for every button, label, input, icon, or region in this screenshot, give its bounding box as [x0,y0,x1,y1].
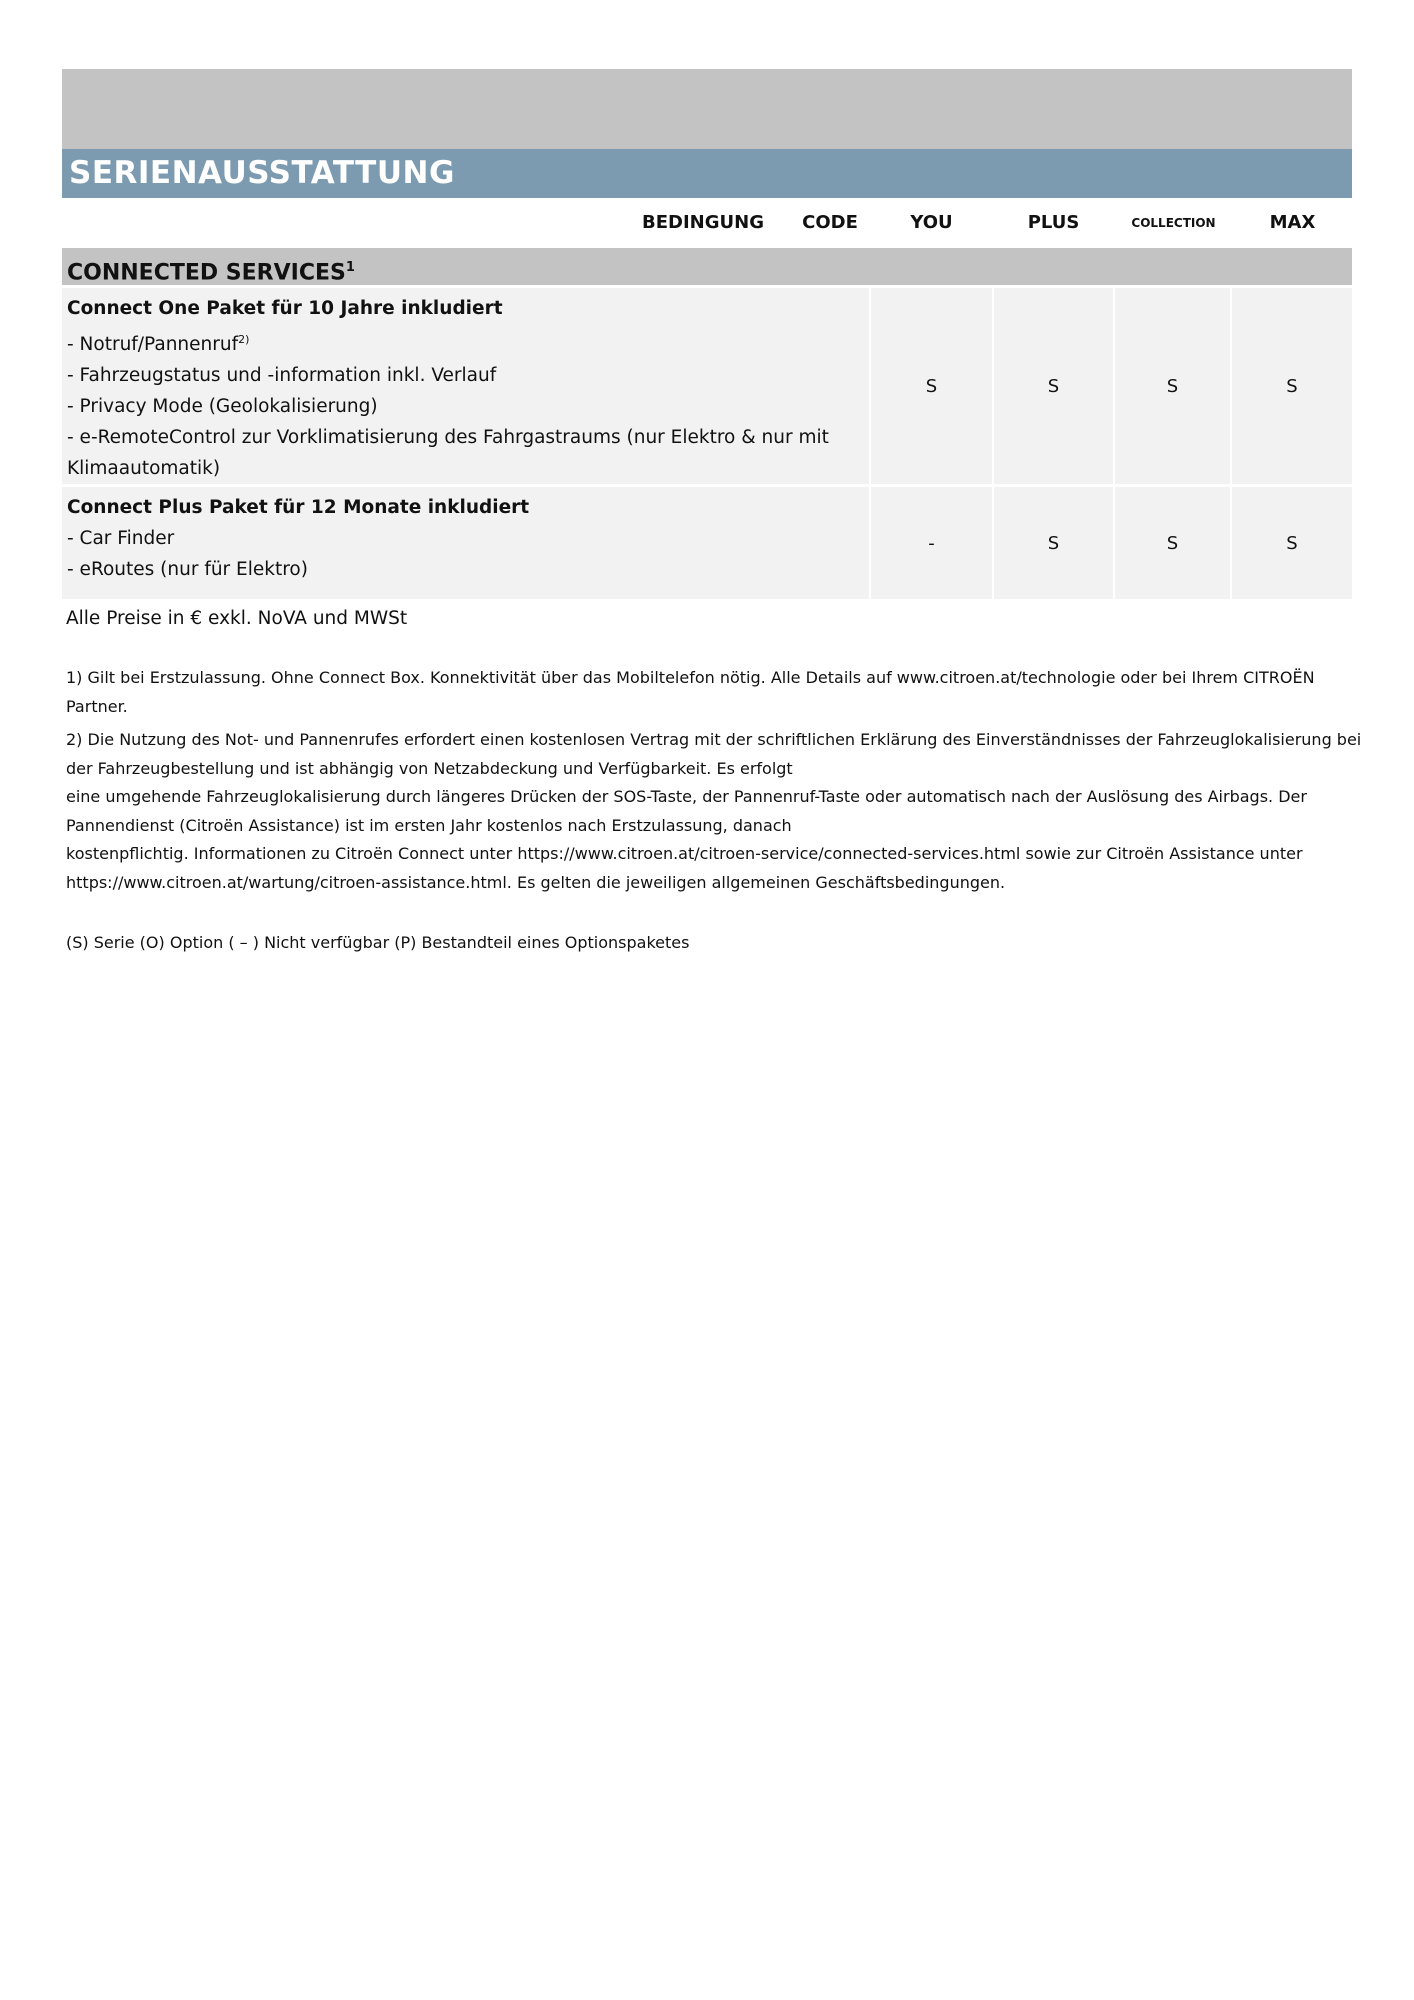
page-title: SERIENAUSSTATTUNG [69,155,455,191]
cell-collection: S [1115,288,1230,484]
footnote-line: Partner. [66,696,128,716]
row-item: Klimaautomatik) [67,458,221,480]
row-item: - Privacy Mode (Geolokalisierung) [67,396,378,418]
header-top-band [62,69,1352,149]
row-item: - Car Finder [67,528,175,549]
table-row [62,487,1352,599]
cell-max: S [1232,487,1352,599]
cell-plus: S [994,487,1113,599]
legend-text: (S) Serie (O) Option ( – ) Nicht verfügbar (P) Bestandteil eines Optionspaketes [66,933,690,952]
column-header-max: MAX [1269,212,1316,233]
row-description [62,487,869,599]
row-item: - Fahrzeugstatus und -information inkl. Verlauf [67,365,497,387]
title-band [62,149,1352,198]
column-header-you: YOU [910,212,953,233]
footnote-2 [66,726,1362,897]
row-title: Connect Plus Paket für 12 Monate inkludiert [67,497,530,518]
section-connected-services [62,248,1352,285]
footnote-line: Pannendienst (Citroën Assistance) ist im ersten Jahr kostenlos nach Erstzulassung, danach [66,815,792,835]
column-header-collection: COLLECTION [1131,216,1216,230]
footnote-line: eine umgehende Fahrzeuglokalisierung durch längeres Drücken der SOS-Taste, der Pannenruf-Taste oder automatisch nach der Auslösung des Airbags. Der [66,787,1307,806]
row-title: Connect One Paket für 10 Jahre inkludiert [67,298,503,319]
footnote-line: 1) Gilt bei Erstzulassung. Ohne Connect Box. Konnektivität über das Mobiltelefon nötig. Alle Details auf www.citroen.at/technologie oder bei Ihrem CITROËN [66,668,1315,687]
column-header-code: CODE [802,212,858,233]
row-item: - eRoutes (nur für Elektro) [67,559,308,580]
cell-you: S [871,288,992,484]
footnote-line: kostenpflichtig. Informationen zu Citroën Connect unter https://www.citroen.at/citroen-service/connected-services.html sowie zur Citroën Assistance unter [66,844,1303,863]
section-title: CONNECTED SERVICES$^1$ [67,260,355,286]
cell-you: - [871,487,992,599]
legend [66,929,1356,958]
row-item: - Notruf/Pannenruf$^{2)}$ [67,333,250,356]
cell-collection: S [1115,487,1230,599]
footnote-ref: 2) [238,333,250,346]
price-note: Alle Preise in € exkl. NoVA und MWSt [66,608,408,629]
footnote-line: https://www.citroen.at/wartung/citroen-assistance.html. Es gelten die jeweiligen allgemeinen Geschäftsbedingungen. [66,872,1006,892]
row-description [62,288,869,484]
column-header-bedingung: BEDINGUNG [642,212,764,233]
row-item: - e-RemoteControl zur Vorklimatisierung des Fahrgastraums (nur Elektro & nur mit [67,427,829,449]
table-row [62,288,1352,484]
footnote-line: 2) Die Nutzung des Not- und Pannenrufes erfordert einen kostenlosen Vertrag mit der schriftlichen Erklärung des Einverständnisses der Fahrzeuglokalisierung bei [66,730,1362,749]
cell-max: S [1232,288,1352,484]
footnote-1 [66,664,1356,721]
section-footnote-ref: 1 [345,260,355,275]
footnote-line: der Fahrzeugbestellung und ist abhängig von Netzabdeckung und Verfügbarkeit. Es erfolgt [66,758,793,778]
column-header-plus: PLUS [1027,212,1080,233]
cell-plus: S [994,288,1113,484]
